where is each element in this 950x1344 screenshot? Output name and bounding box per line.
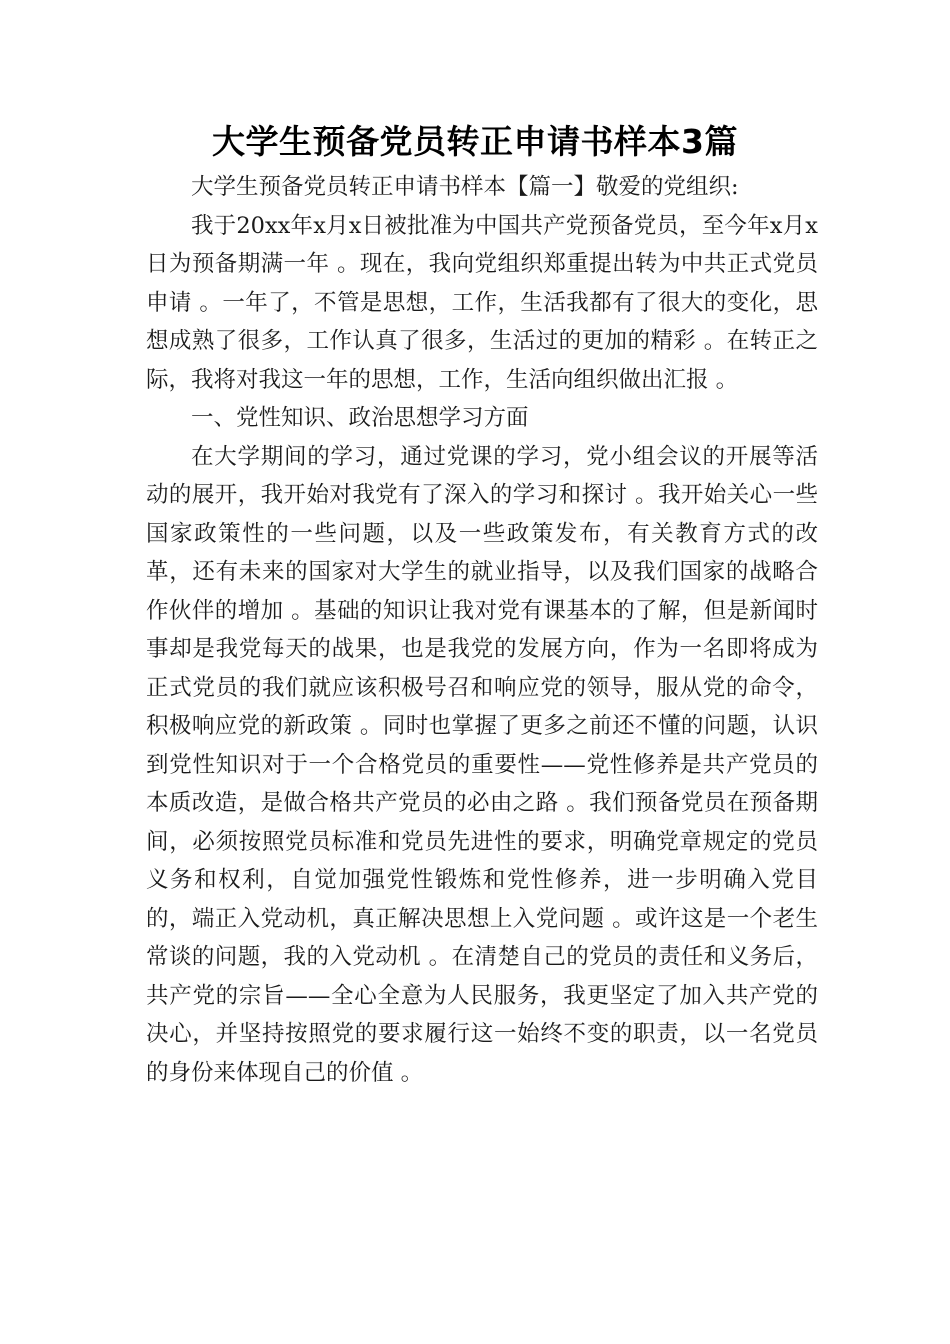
paragraph-study: 在大学期间的学习，通过党课的学习，党小组会议的开展等活动的展开，我开始对我党有了深入的学习和探讨 。我开始关心一些国家政策性的一些问题，以及一些政策发布，有关教育方式的改革，还有未来的国家对大学生的就业指导，以及我们国家的战略合作伙伴的增加 。基础的知识让我对党有课基本的了解，但是新闻时事却是我党每天的战果，也是我党的发展方向，作为一名即将成为正式党员的我们就应该积极号召和响应党的领导，服从党的命令，积极响应党的新政策 。同时也掌握了更多之前还不懂的问题，认识到党性知识对于一个合格党员的重要性——党性修养是共产党员的本质改造，是做合格共产党员的必由之路 。我们预备党员在预备期间，必须按照党员标准和党员先进性的要求，明确党章规定的党员义务和权利，自觉加强党性锻炼和党性修养，进一步明确入党目的，端正入党动机，真正解决思想上入党问题 。或许这是一个老生常谈的问题，我的入党动机 。在清楚自己的党员的责任和义务后，共产党的宗旨——全心全意为人民服务，我更坚定了加入共产党的决心，并坚持按照党的要求履行这一始终不变的职责，以一名党员的身份来体现自己的价值 。 <box>146 443 818 1086</box>
document-body <box>146 168 818 1092</box>
paragraph-greeting: 大学生预备党员转正申请书样本【篇一】敬爱的党组织: <box>191 174 739 200</box>
document-title: 大学生预备党员转正申请书样本3篇 <box>212 122 738 161</box>
section-heading: 一、党性知识、政治思想学习方面 <box>191 405 529 431</box>
paragraph-intro: 我于20xx年x月x日被批准为中国共产党预备党员，至今年x月x日为预备期满一年 。现在，我向党组织郑重提出转为中共正式党员申请 。一年了，不管是思想，工作，生活我都有了很大的变化，思想成熟了很多，工作认真了很多，生活过的更加的精彩 。在转正之际，我将对我这一年的思想，工作，生活向组织做出汇报 。 <box>146 212 818 393</box>
